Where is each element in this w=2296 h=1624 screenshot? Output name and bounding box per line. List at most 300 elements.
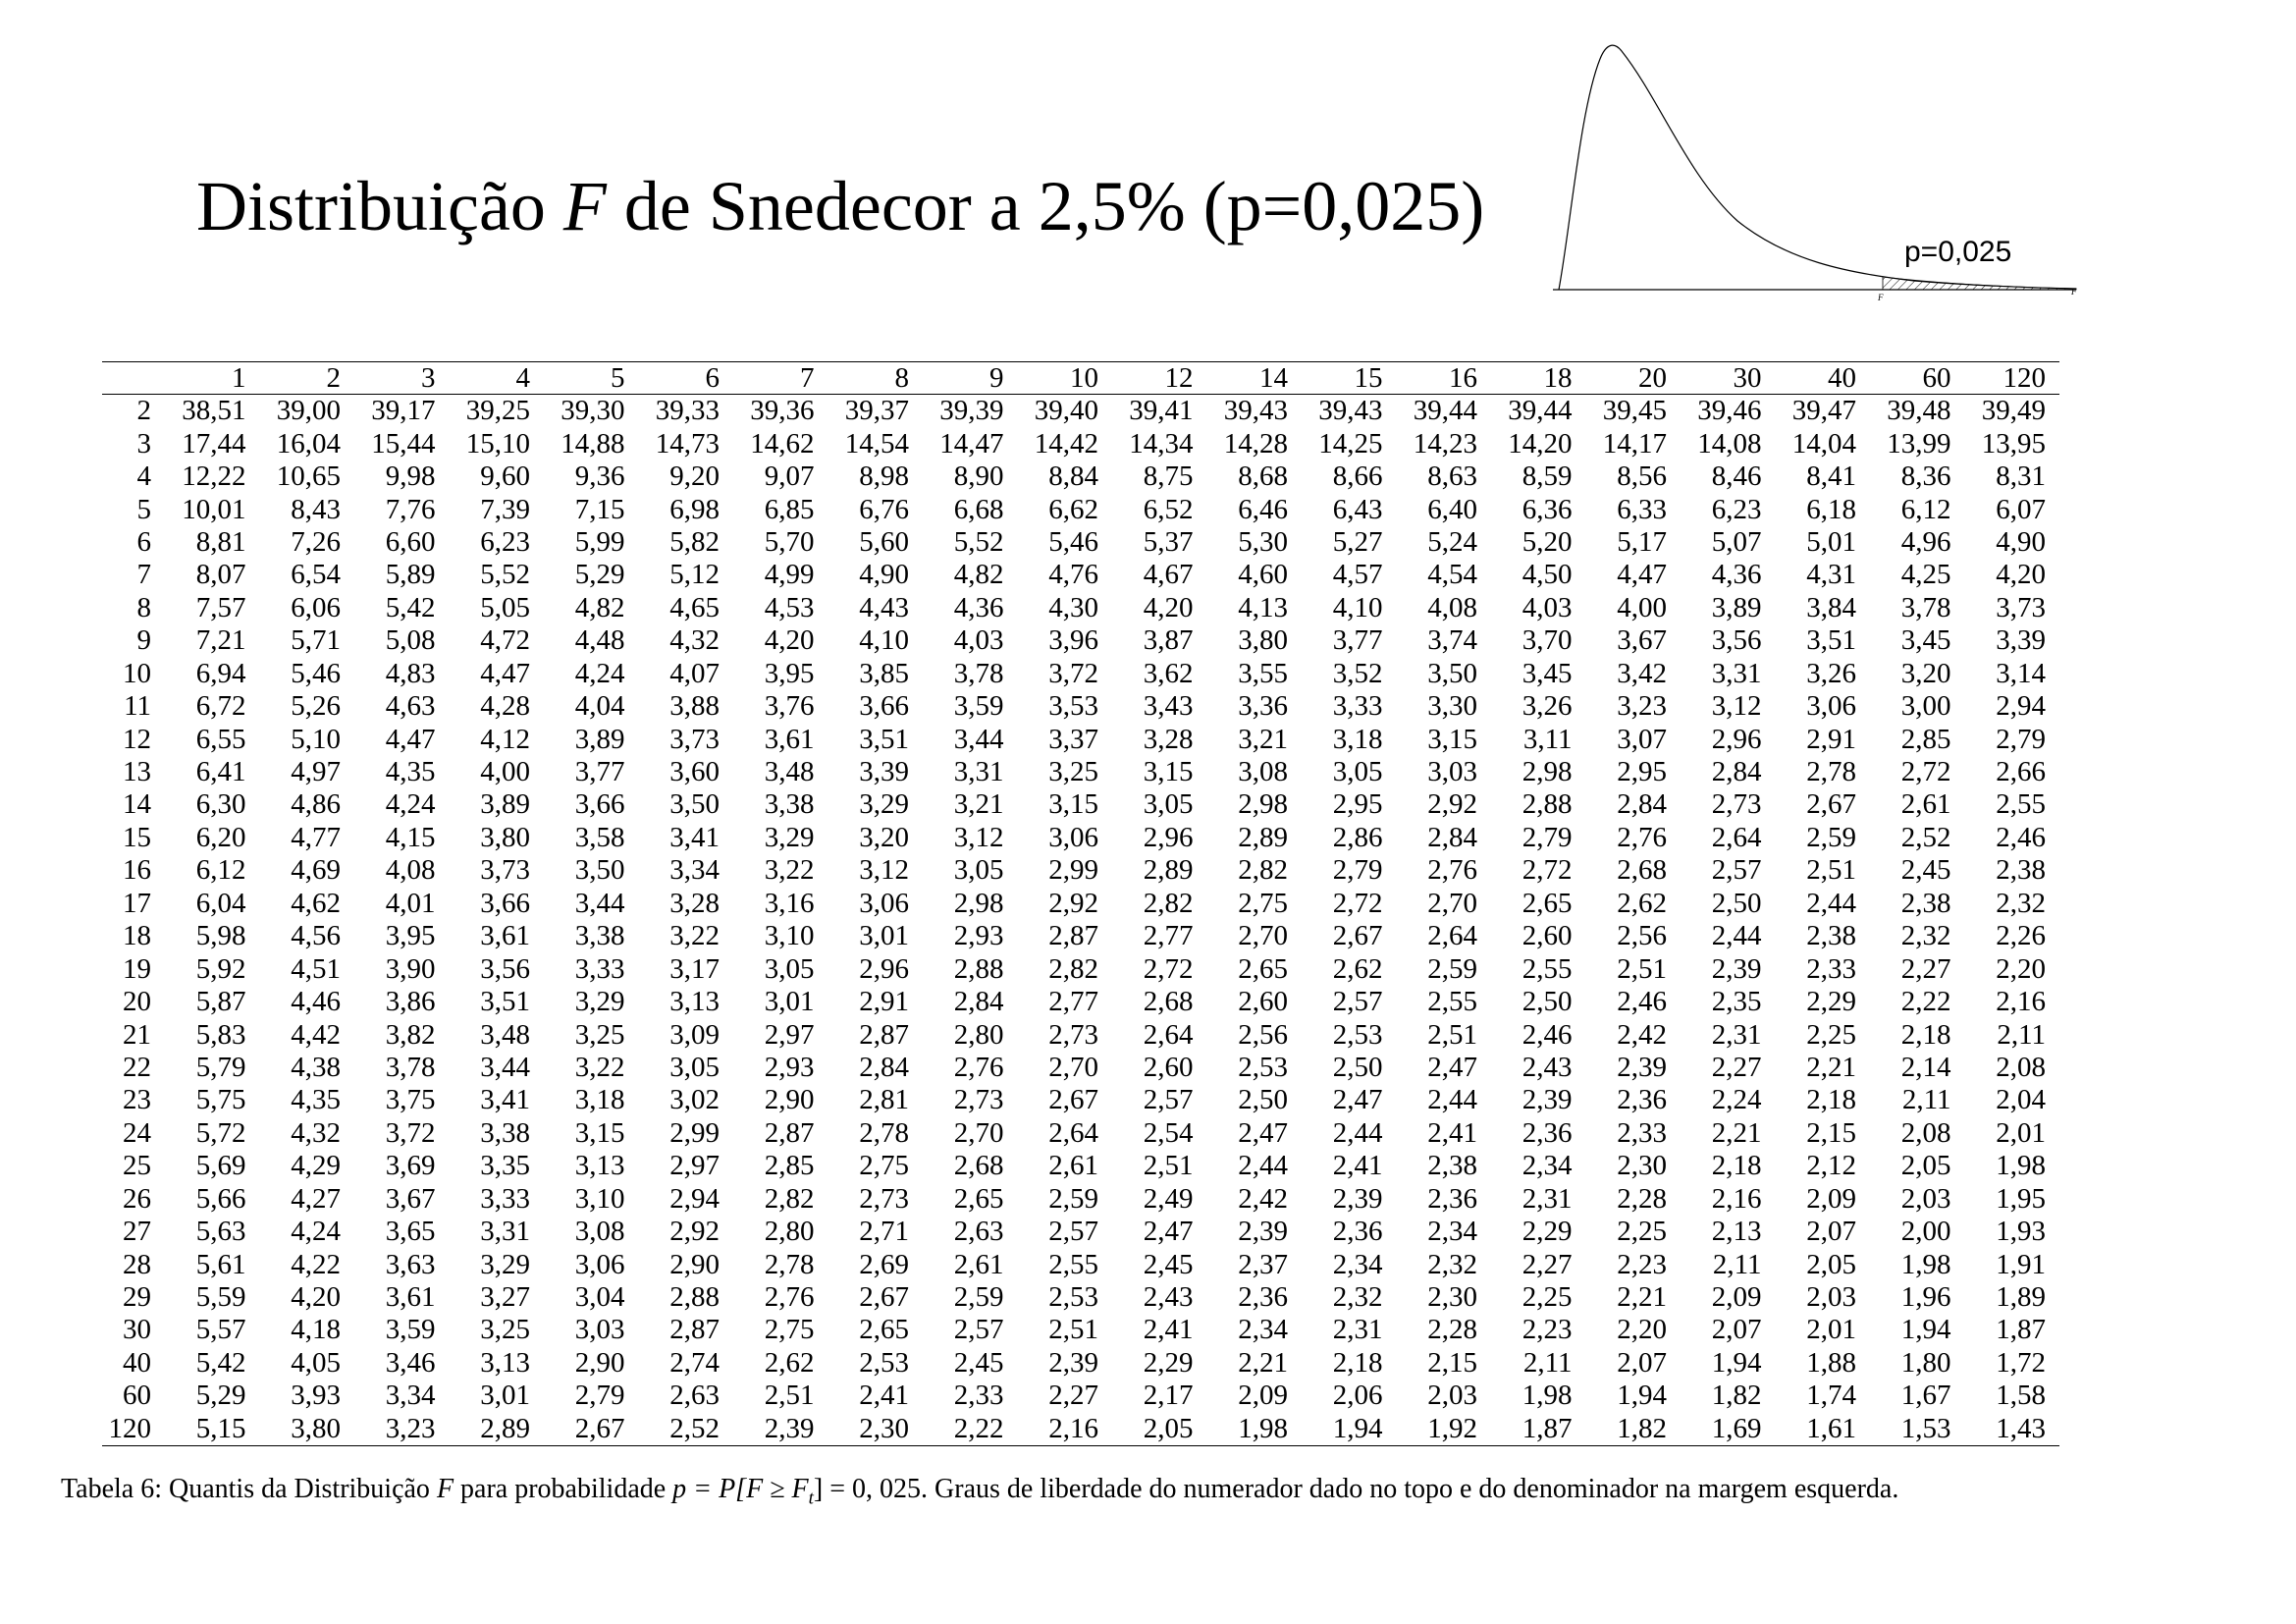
table-cell: 2,64 — [1711, 821, 1762, 853]
table-cell: 4,07 — [669, 657, 720, 689]
table-cell: 2,65 — [1522, 887, 1573, 919]
table-row — [102, 854, 2059, 887]
table-cell: 4,47 — [385, 723, 436, 755]
table-cell: 2,00 — [1900, 1216, 1951, 1248]
table-cell: 39,37 — [844, 395, 909, 427]
table-cell: 2,97 — [764, 1018, 815, 1051]
table-cell: 4,63 — [385, 690, 436, 723]
table-cell: 5,70 — [764, 525, 815, 558]
table-cell: 3,67 — [385, 1182, 436, 1215]
column-header-df-numerator: 6 — [639, 362, 734, 395]
table-row — [102, 788, 2059, 821]
table-cell: 5,79 — [195, 1051, 246, 1083]
table-row — [102, 690, 2059, 723]
table-cell: 4,10 — [1332, 591, 1383, 623]
table-cell: 4,04 — [574, 690, 625, 723]
table-cell: 2,42 — [1238, 1182, 1288, 1215]
table-cell: 4,15 — [385, 821, 436, 853]
row-header-df-denominator: 10 — [123, 657, 151, 689]
column-header-df-numerator: 20 — [1586, 362, 1682, 395]
table-cell: 1,98 — [1207, 1413, 1303, 1446]
table-cell: 2,89 — [1238, 821, 1288, 853]
table-cell: 2,65 — [953, 1182, 1004, 1215]
table-cell: 3,09 — [669, 1018, 720, 1051]
table-cell: 2,21 — [1711, 1116, 1762, 1149]
table-cell: 2,63 — [953, 1216, 1004, 1248]
table-cell: 8,68 — [1238, 460, 1288, 493]
table-cell: 4,67 — [1143, 559, 1194, 591]
table-cell: 3,27 — [480, 1281, 530, 1314]
table-cell: 4,29 — [291, 1150, 341, 1182]
table-cell: 2,50 — [1238, 1084, 1288, 1116]
column-header-df-numerator: 5 — [544, 362, 639, 395]
table-row — [102, 723, 2059, 755]
table-cell: 1,53 — [1870, 1413, 1965, 1446]
table-cell: 2,01 — [1806, 1314, 1856, 1346]
column-header-df-numerator: 7 — [733, 362, 828, 395]
table-cell: 3,29 — [480, 1248, 530, 1280]
table-cell: 3,69 — [385, 1150, 436, 1182]
table-cell: 2,50 — [1522, 986, 1573, 1018]
table-cell: 2,34 — [1238, 1314, 1288, 1346]
table-cell: 2,52 — [1900, 821, 1951, 853]
table-cell: 3,80 — [260, 1413, 355, 1446]
table-cell: 2,89 — [450, 1413, 545, 1446]
table-cell: 16,04 — [276, 427, 341, 460]
table-cell: 2,47 — [1238, 1116, 1288, 1149]
table-cell: 8,66 — [1332, 460, 1383, 493]
table-cell: 3,03 — [574, 1314, 625, 1346]
table-cell: 2,95 — [1332, 788, 1383, 821]
table-cell: 4,38 — [291, 1051, 341, 1083]
table-cell: 3,31 — [480, 1216, 530, 1248]
title-suffix: de Snedecor a 2,5% (p=0,025) — [606, 167, 1485, 245]
table-cell: 17,44 — [182, 427, 246, 460]
table-cell: 3,50 — [574, 854, 625, 887]
table-cell: 39,25 — [465, 395, 530, 427]
table-cell: 2,87 — [669, 1314, 720, 1346]
table-cell: 6,46 — [1238, 493, 1288, 525]
table-cell: 3,15 — [1048, 788, 1098, 821]
row-header-df-denominator: 20 — [123, 986, 151, 1018]
table-cell: 2,34 — [1332, 1248, 1383, 1280]
table-cell: 2,97 — [669, 1150, 720, 1182]
table-cell: 39,43 — [1318, 395, 1383, 427]
table-cell: 4,24 — [574, 657, 625, 689]
table-cell: 3,31 — [1711, 657, 1762, 689]
table-cell: 2,56 — [1617, 920, 1667, 952]
table-cell: 2,53 — [859, 1346, 909, 1379]
table-row — [102, 493, 2059, 525]
table-cell: 2,30 — [1427, 1281, 1477, 1314]
table-cell: 14,08 — [1697, 427, 1762, 460]
table-cell: 4,05 — [291, 1346, 341, 1379]
row-header-df-denominator: 2 — [136, 395, 151, 427]
table-cell: 2,76 — [1617, 821, 1667, 853]
table-cell: 2,51 — [764, 1380, 815, 1412]
table-cell: 2,96 — [1711, 723, 1762, 755]
column-header-df-numerator: 18 — [1491, 362, 1586, 395]
table-cell: 2,17 — [1143, 1380, 1194, 1412]
table-cell: 2,59 — [1427, 952, 1477, 985]
table-cell: 3,58 — [574, 821, 625, 853]
table-cell: 3,29 — [859, 788, 909, 821]
table-cell: 5,66 — [195, 1182, 246, 1215]
table-cell: 2,76 — [764, 1281, 815, 1314]
table-cell: 9,20 — [669, 460, 720, 493]
table-cell: 2,62 — [764, 1346, 815, 1379]
table-cell: 3,48 — [480, 1018, 530, 1051]
table-cell: 2,11 — [1522, 1346, 1573, 1379]
table-cell: 2,60 — [1522, 920, 1573, 952]
table-cell: 4,86 — [291, 788, 341, 821]
table-cell: 3,76 — [764, 690, 815, 723]
table-cell: 6,30 — [195, 788, 246, 821]
table-cell: 2,79 — [1522, 821, 1573, 853]
table-cell: 2,67 — [1332, 920, 1383, 952]
table-cell: 3,74 — [1427, 624, 1477, 657]
table-cell: 2,39 — [1522, 1084, 1573, 1116]
table-row — [102, 1018, 2059, 1051]
table-cell: 2,39 — [1332, 1182, 1383, 1215]
table-cell: 2,27 — [1711, 1051, 1762, 1083]
table-cell: 2,89 — [1143, 854, 1194, 887]
table-cell: 2,51 — [1806, 854, 1856, 887]
table-cell: 3,90 — [385, 952, 436, 985]
table-cell: 1,80 — [1900, 1346, 1951, 1379]
row-header-df-denominator: 26 — [123, 1182, 151, 1215]
table-cell: 2,78 — [1806, 756, 1856, 788]
table-cell: 3,12 — [859, 854, 909, 887]
table-cell: 2,21 — [1617, 1281, 1667, 1314]
table-cell: 3,56 — [480, 952, 530, 985]
table-cell: 7,57 — [195, 591, 246, 623]
table-cell: 13,95 — [1981, 427, 2046, 460]
table-row — [102, 559, 2059, 591]
table-cell: 2,90 — [574, 1346, 625, 1379]
table-cell: 1,82 — [1711, 1380, 1762, 1412]
table-cell: 2,73 — [1048, 1018, 1098, 1051]
table-cell: 2,11 — [1901, 1084, 1951, 1116]
table-cell: 2,60 — [1238, 986, 1288, 1018]
table-cell: 3,05 — [764, 952, 815, 985]
table-cell: 2,37 — [1238, 1248, 1288, 1280]
table-row — [102, 952, 2059, 985]
curve-axis-right-label: F — [2071, 287, 2077, 297]
table-cell: 2,25 — [1522, 1281, 1573, 1314]
table-cell: 5,61 — [195, 1248, 246, 1280]
table-row — [102, 1052, 2059, 1084]
table-cell: 4,76 — [1048, 559, 1098, 591]
table-cell: 2,84 — [1617, 788, 1667, 821]
table-cell: 3,23 — [354, 1413, 450, 1446]
table-cell: 3,14 — [1996, 657, 2046, 689]
table-cell: 3,28 — [1143, 723, 1194, 755]
table-cell: 15,10 — [465, 427, 530, 460]
table-cell: 5,57 — [195, 1314, 246, 1346]
table-cell: 2,67 — [544, 1413, 639, 1446]
table-cell: 2,39 — [1617, 1051, 1667, 1083]
table-cell: 3,65 — [385, 1216, 436, 1248]
table-cell: 2,94 — [669, 1182, 720, 1215]
table-cell: 3,13 — [480, 1346, 530, 1379]
table-cell: 3,05 — [1143, 788, 1194, 821]
table-cell: 2,50 — [1711, 887, 1762, 919]
table-cell: 3,86 — [385, 986, 436, 1018]
table-cell: 2,68 — [953, 1150, 1004, 1182]
table-cell: 3,42 — [1617, 657, 1667, 689]
table-cell: 39,47 — [1791, 395, 1856, 427]
table-cell: 4,82 — [953, 559, 1004, 591]
table-cell: 4,35 — [291, 1084, 341, 1116]
table-cell: 1,94 — [1900, 1314, 1951, 1346]
table-cell: 2,72 — [1143, 952, 1194, 985]
table-cell: 4,03 — [953, 624, 1004, 657]
table-cell: 7,26 — [291, 525, 341, 558]
table-cell: 2,22 — [923, 1413, 1018, 1446]
table-cell: 3,10 — [764, 920, 815, 952]
table-cell: 6,36 — [1522, 493, 1573, 525]
table-cell: 3,38 — [574, 920, 625, 952]
table-cell: 1,58 — [1996, 1380, 2046, 1412]
table-cell: 3,08 — [1238, 756, 1288, 788]
table-cell: 39,46 — [1697, 395, 1762, 427]
table-cell: 2,67 — [1048, 1084, 1098, 1116]
table-cell: 5,42 — [385, 591, 436, 623]
table-cell: 2,31 — [1711, 1018, 1762, 1051]
table-cell: 2,11 — [1997, 1018, 2046, 1051]
table-cell: 3,06 — [574, 1248, 625, 1280]
table-cell: 39,33 — [655, 395, 720, 427]
table-cell: 3,18 — [1332, 723, 1383, 755]
table-cell: 3,13 — [669, 986, 720, 1018]
table-cell: 2,21 — [1806, 1051, 1856, 1083]
table-cell: 2,07 — [1617, 1346, 1667, 1379]
table-cell: 4,48 — [574, 624, 625, 657]
row-header-df-denominator: 21 — [123, 1018, 151, 1051]
table-cell: 6,07 — [1996, 493, 2046, 525]
table-cell: 2,18 — [1900, 1018, 1951, 1051]
table-cell: 3,60 — [669, 756, 720, 788]
table-cell: 2,63 — [669, 1380, 720, 1412]
table-cell: 6,60 — [385, 525, 436, 558]
title-variable: F — [562, 167, 607, 245]
table-cell: 3,67 — [1617, 624, 1667, 657]
row-header-df-denominator: 9 — [136, 624, 151, 657]
table-cell: 2,26 — [1996, 920, 2046, 952]
table-cell: 1,61 — [1776, 1413, 1871, 1446]
table-cell: 3,51 — [1806, 624, 1856, 657]
table-cell: 2,55 — [1427, 986, 1477, 1018]
table-cell: 2,34 — [1427, 1216, 1477, 1248]
table-cell: 3,78 — [1900, 591, 1951, 623]
table-cell: 3,25 — [1048, 756, 1098, 788]
table-cell: 14,54 — [844, 427, 909, 460]
table-cell: 2,53 — [1048, 1281, 1098, 1314]
table-cell: 2,41 — [859, 1380, 909, 1412]
table-cell: 6,94 — [195, 657, 246, 689]
table-cell: 2,88 — [669, 1281, 720, 1314]
table-cell: 4,90 — [1996, 525, 2046, 558]
table-cell: 4,96 — [1900, 525, 1951, 558]
table-cell: 1,93 — [1996, 1216, 2046, 1248]
table-cell: 3,84 — [1806, 591, 1856, 623]
table-cell: 8,59 — [1522, 460, 1573, 493]
table-cell: 3,96 — [1048, 624, 1098, 657]
table-cell: 2,85 — [764, 1150, 815, 1182]
table-cell: 2,85 — [1900, 723, 1951, 755]
table-cell: 1,98 — [1996, 1150, 2046, 1182]
table-cell: 5,72 — [195, 1116, 246, 1149]
table-cell: 5,63 — [195, 1216, 246, 1248]
column-header-df-numerator: 60 — [1870, 362, 1965, 395]
table-cell: 2,90 — [669, 1248, 720, 1280]
table-cell: 4,03 — [1522, 591, 1573, 623]
table-cell: 2,15 — [1806, 1116, 1856, 1149]
table-cell: 3,52 — [1332, 657, 1383, 689]
table-cell: 2,45 — [953, 1346, 1004, 1379]
table-cell: 2,11 — [1712, 1248, 1762, 1280]
table-cell: 2,70 — [953, 1116, 1004, 1149]
table-cell: 3,34 — [385, 1380, 436, 1412]
table-row — [102, 460, 2059, 493]
table-cell: 2,88 — [1522, 788, 1573, 821]
table-cell: 3,38 — [480, 1116, 530, 1149]
table-cell: 4,35 — [385, 756, 436, 788]
table-cell: 2,74 — [669, 1346, 720, 1379]
table-cell: 2,78 — [764, 1248, 815, 1280]
table-cell: 2,90 — [764, 1084, 815, 1116]
row-header-df-denominator: 40 — [123, 1346, 151, 1379]
table-cell: 2,51 — [1427, 1018, 1477, 1051]
table-cell: 4,65 — [669, 591, 720, 623]
table-cell: 2,25 — [1806, 1018, 1856, 1051]
table-cell: 3,77 — [1332, 624, 1383, 657]
table-cell: 3,23 — [1617, 690, 1667, 723]
row-header-df-denominator: 15 — [123, 821, 151, 853]
table-cell: 1,95 — [1996, 1182, 2046, 1215]
table-cell: 8,98 — [859, 460, 909, 493]
table-cell: 2,95 — [1617, 756, 1667, 788]
table-cell: 3,33 — [574, 952, 625, 985]
table-cell: 5,89 — [385, 559, 436, 591]
table-cell: 4,57 — [1332, 559, 1383, 591]
table-cell: 6,62 — [1048, 493, 1098, 525]
row-header-df-denominator: 28 — [123, 1248, 151, 1280]
table-cell: 4,82 — [574, 591, 625, 623]
table-cell: 3,73 — [480, 854, 530, 887]
table-row — [102, 658, 2059, 690]
table-cell: 3,61 — [764, 723, 815, 755]
table-cell: 39,49 — [1981, 395, 2046, 427]
table-cell: 1,94 — [1617, 1380, 1667, 1412]
table-cell: 6,33 — [1617, 493, 1667, 525]
table-cell: 3,51 — [480, 986, 530, 1018]
table-cell: 4,13 — [1238, 591, 1288, 623]
table-cell: 2,62 — [1332, 952, 1383, 985]
table-cell: 2,03 — [1900, 1182, 1951, 1215]
table-cell: 2,32 — [1427, 1248, 1477, 1280]
table-cell: 2,87 — [764, 1116, 815, 1149]
table-cell: 2,31 — [1522, 1182, 1573, 1215]
table-cell: 3,80 — [1238, 624, 1288, 657]
table-cell: 14,23 — [1413, 427, 1477, 460]
table-cell: 7,15 — [574, 493, 625, 525]
table-cell: 5,82 — [669, 525, 720, 558]
table-row — [102, 427, 2059, 460]
table-cell: 2,49 — [1143, 1182, 1194, 1215]
table-cell: 1,91 — [1996, 1248, 2046, 1280]
table-cell: 2,67 — [859, 1281, 909, 1314]
table-cell: 2,50 — [1332, 1051, 1383, 1083]
table-row — [102, 1314, 2059, 1346]
table-cell: 6,55 — [195, 723, 246, 755]
table-cell: 3,28 — [669, 887, 720, 919]
table-cell: 4,24 — [385, 788, 436, 821]
table-cell: 3,87 — [1143, 624, 1194, 657]
table-cell: 2,36 — [1522, 1116, 1573, 1149]
table-cell: 3,04 — [574, 1281, 625, 1314]
table-cell: 5,27 — [1332, 525, 1383, 558]
table-cell: 2,38 — [1996, 854, 2046, 887]
table-cell: 1,72 — [1996, 1346, 2046, 1379]
table-cell: 2,39 — [1711, 952, 1762, 985]
table-cell: 2,41 — [1143, 1314, 1194, 1346]
table-cell: 3,18 — [574, 1084, 625, 1116]
row-header-df-denominator: 25 — [123, 1150, 151, 1182]
table-corner-cell — [102, 362, 165, 395]
table-cell: 3,41 — [480, 1084, 530, 1116]
table-cell: 2,84 — [859, 1051, 909, 1083]
column-header-df-numerator: 30 — [1681, 362, 1776, 395]
table-cell: 2,87 — [1048, 920, 1098, 952]
table-cell: 3,26 — [1806, 657, 1856, 689]
table-cell: 2,75 — [764, 1314, 815, 1346]
curve-axis-left-label: F — [1878, 293, 1884, 302]
table-cell: 3,78 — [385, 1051, 436, 1083]
table-cell: 3,80 — [480, 821, 530, 853]
table-cell: 2,21 — [1238, 1346, 1288, 1379]
table-cell: 39,36 — [750, 395, 815, 427]
table-cell: 8,90 — [953, 460, 1004, 493]
table-cell: 3,66 — [480, 887, 530, 919]
table-cell: 39,48 — [1887, 395, 1951, 427]
table-cell: 2,59 — [1806, 821, 1856, 853]
table-cell: 2,64 — [1048, 1116, 1098, 1149]
table-cell: 6,23 — [1711, 493, 1762, 525]
table-cell: 2,72 — [1900, 756, 1951, 788]
table-cell: 2,44 — [1238, 1150, 1288, 1182]
table-cell: 6,98 — [669, 493, 720, 525]
table-cell: 2,52 — [639, 1413, 734, 1446]
table-cell: 2,42 — [1617, 1018, 1667, 1051]
page-title — [196, 162, 1484, 250]
table-cell: 6,43 — [1332, 493, 1383, 525]
table-cell: 7,21 — [195, 624, 246, 657]
table-cell: 3,89 — [1711, 591, 1762, 623]
table-cell: 2,51 — [1143, 1150, 1194, 1182]
row-header-df-denominator: 8 — [136, 591, 151, 623]
table-cell: 3,12 — [953, 821, 1004, 853]
table-cell: 1,96 — [1900, 1281, 1951, 1314]
table-cell: 4,62 — [291, 887, 341, 919]
table-cell: 3,21 — [953, 788, 1004, 821]
table-cell: 2,80 — [764, 1216, 815, 1248]
table-cell: 10,01 — [182, 493, 246, 525]
row-header-df-denominator: 23 — [123, 1084, 151, 1116]
table-cell: 2,38 — [1900, 887, 1951, 919]
table-cell: 8,36 — [1900, 460, 1951, 493]
